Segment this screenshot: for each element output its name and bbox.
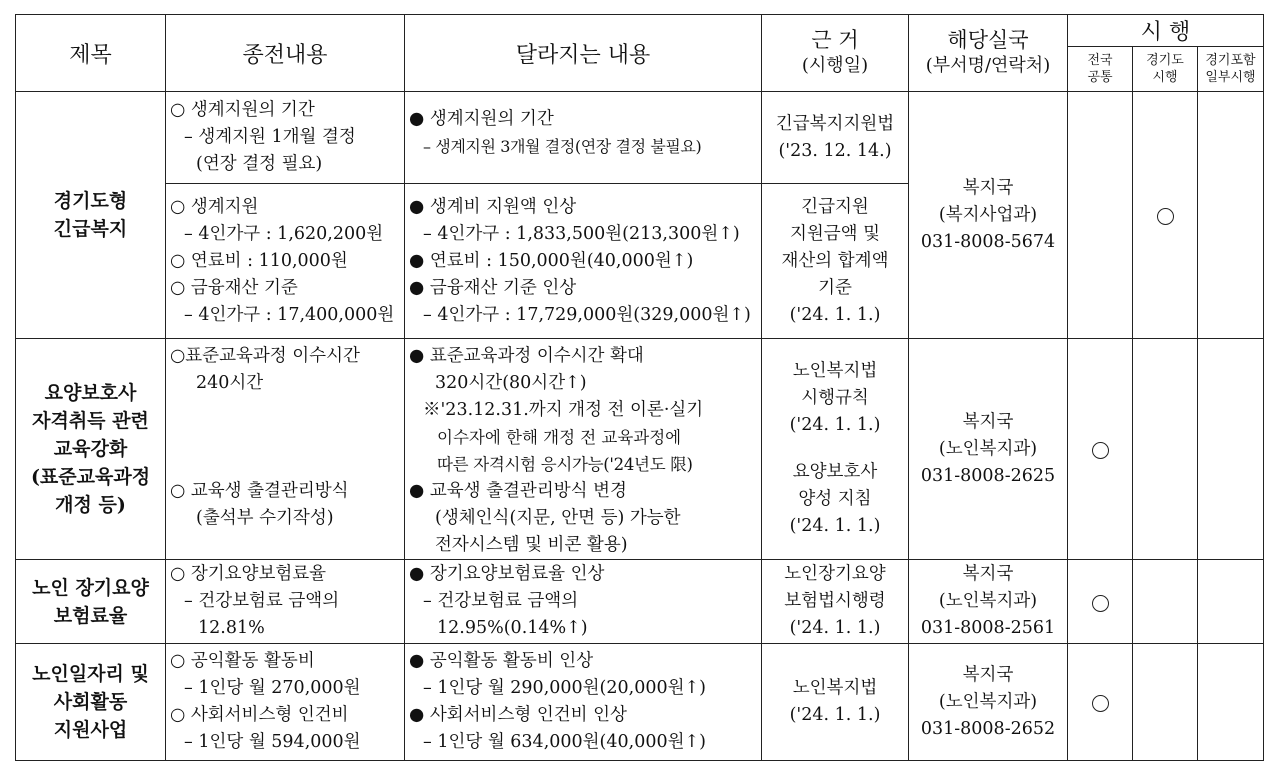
- content-line: ○ 사회서비스형 인건비: [170, 705, 349, 725]
- dept-line: 031-8008-2625: [920, 465, 1056, 486]
- impl-partial-cell: [1198, 644, 1264, 761]
- after-content: [405, 644, 762, 761]
- header-before: [166, 15, 405, 92]
- implementation-mark: [1092, 695, 1109, 712]
- basis-content: [762, 560, 909, 644]
- table-row: [16, 644, 1264, 761]
- content-line: ● 공익활동 활동비 인상: [409, 651, 594, 671]
- after-content: [405, 92, 762, 184]
- content-line: ● 금융재산 기준 인상: [409, 277, 577, 298]
- row-title: [16, 560, 166, 644]
- content-line: – 1인당 월 594,000원: [184, 732, 361, 752]
- basis-line: 보험법시행령: [784, 591, 886, 611]
- content-line: ● 교육생 출결관리방식 변경: [409, 481, 627, 501]
- content-line: ○ 교육생 출결관리방식: [170, 481, 349, 501]
- policy-changes-table: [15, 14, 1264, 761]
- header-basis-line1: 근 거: [811, 28, 859, 52]
- header-impl-nation-line2: 공통: [1087, 70, 1113, 85]
- implementation-mark: [1157, 208, 1174, 225]
- content-line: 이수자에 한해 개정 전 교육과정에: [437, 428, 682, 447]
- content-line: – 4인가구 : 17,400,000원: [184, 304, 395, 325]
- content-line: 따른 자격시험 응시가능('24년도 限): [437, 455, 693, 474]
- basis-line: 양성 지침: [798, 489, 872, 509]
- content-line: ● 사회서비스형 인건비 인상: [409, 705, 627, 725]
- header-after: [405, 15, 762, 92]
- row-title-line: 개정 등): [55, 494, 126, 516]
- header-dept: [909, 15, 1068, 92]
- before-content: [166, 184, 405, 339]
- table-row: [16, 92, 1264, 184]
- content-line: – 생계지원 1개월 결정: [184, 127, 356, 147]
- content-line: 320시간(80시간↑): [435, 373, 587, 393]
- row-title: [16, 92, 166, 339]
- header-implementation: [1068, 15, 1264, 47]
- impl-gyeonggi-cell: [1133, 560, 1198, 644]
- basis-line: 노인복지법: [792, 678, 878, 698]
- impl-nation-cell: [1068, 644, 1133, 761]
- impl-gyeonggi-cell: [1133, 92, 1198, 339]
- dept-line: 복지국: [962, 177, 1014, 198]
- impl-partial-cell: [1198, 92, 1264, 339]
- basis-content: [762, 644, 909, 761]
- dept-content: [909, 92, 1068, 339]
- row-title-line: 사회활동: [53, 691, 128, 713]
- basis-content: [762, 339, 909, 560]
- row-title-line: 보험료율: [53, 604, 128, 627]
- after-content: [405, 339, 762, 560]
- header-impl-gyeonggi: [1133, 47, 1198, 92]
- before-content: [166, 644, 405, 761]
- implementation-mark: [1092, 595, 1109, 612]
- basis-content: [762, 92, 909, 184]
- header-title-text: 제목: [69, 42, 112, 68]
- basis-line: 재산의 합계액: [781, 250, 889, 271]
- basis-line: 기준: [818, 277, 852, 298]
- header-impl-nation: [1068, 47, 1133, 92]
- content-line: – 1인당 월 270,000원: [184, 678, 361, 698]
- row-title-line: 지원사업: [53, 719, 128, 741]
- table-row: [16, 339, 1264, 560]
- basis-line: 노인장기요양: [784, 564, 886, 584]
- table-row: [16, 560, 1264, 644]
- row-title-line: (표준교육과정: [30, 466, 151, 488]
- basis-line: 시행규칙: [801, 388, 869, 408]
- content-line: 240시간: [196, 373, 264, 393]
- row-title-line: 노인일자리 및: [32, 663, 149, 685]
- before-content: [166, 339, 405, 560]
- header-basis: [762, 15, 909, 92]
- header-dept-line2: (부서명/연락처): [925, 55, 1051, 76]
- dept-line: 복지국: [962, 411, 1014, 432]
- header-impl-gyeonggi-line2: 시행: [1152, 70, 1178, 85]
- content-line: ○표준교육과정 이수시간: [170, 346, 360, 366]
- row-title-line: 교육강화: [53, 438, 128, 460]
- after-content: [405, 560, 762, 644]
- header-implementation-text: 시 행: [1140, 20, 1191, 45]
- basis-line: 긴급복지지원법: [775, 113, 895, 134]
- content-line: 12.95%(0.14%↑): [437, 618, 588, 638]
- before-content: [166, 92, 405, 184]
- header-title: [16, 15, 166, 92]
- content-line: – 4인가구 : 17,729,000원(329,000원↑): [423, 304, 751, 325]
- dept-line: 복지국: [962, 664, 1014, 685]
- content-line: ○ 생계지원의 기간: [170, 100, 315, 120]
- row-title: [16, 644, 166, 761]
- content-line: – 건강보험료 금액의: [423, 591, 579, 611]
- content-line: ● 생계비 지원액 인상: [409, 196, 577, 217]
- content-line: – 생계지원 3개월 결정(연장 결정 불필요): [423, 137, 702, 156]
- basis-line: ('24. 1. 1.): [789, 516, 881, 536]
- row-title-line: 긴급복지: [53, 218, 128, 240]
- basis-line: 긴급지원: [801, 196, 869, 217]
- basis-line: ('24. 1. 1.): [789, 705, 881, 725]
- impl-partial-cell: [1198, 339, 1264, 560]
- row-title-line: 노인 장기요양: [32, 576, 149, 599]
- dept-line: 031-8008-2652: [920, 718, 1056, 739]
- content-line: ○ 공익활동 활동비: [170, 651, 315, 671]
- content-line: (생체인식(지문, 안면 등) 가능한: [435, 508, 681, 528]
- row-title-line: 자격취득 관련: [32, 410, 149, 432]
- basis-line: 지원금액 및: [789, 223, 881, 244]
- impl-nation-cell: [1068, 339, 1133, 560]
- before-content: [166, 560, 405, 644]
- after-content: [405, 184, 762, 339]
- content-line: 12.81%: [198, 618, 265, 638]
- impl-gyeonggi-cell: [1133, 644, 1198, 761]
- dept-line: 031-8008-2561: [920, 618, 1056, 638]
- basis-line: 노인복지법: [792, 361, 878, 381]
- dept-content: [909, 560, 1068, 644]
- dept-line: 031-8008-5674: [920, 231, 1056, 252]
- dept-content: [909, 644, 1068, 761]
- content-line: ○ 연료비 : 110,000원: [170, 250, 348, 271]
- content-line: – 4인가구 : 1,620,200원: [184, 223, 384, 244]
- header-impl-nation-line1: 전국: [1087, 53, 1113, 68]
- basis-line: ('24. 1. 1.): [789, 304, 881, 325]
- content-line: ○ 생계지원: [170, 196, 259, 217]
- impl-nation-cell: [1068, 560, 1133, 644]
- row-title-line: 경기도형: [53, 190, 128, 212]
- header-dept-line1: 해당실국: [947, 28, 1029, 52]
- dept-content: [909, 339, 1068, 560]
- header-basis-line2: (시행일): [801, 55, 869, 76]
- content-line: – 1인당 월 290,000원(20,000원↑): [423, 678, 707, 698]
- content-line: (출석부 수기작성): [196, 508, 334, 528]
- content-line: ● 연료비 : 150,000원(40,000원↑): [409, 250, 694, 271]
- content-line: ○ 금융재산 기준: [170, 277, 298, 298]
- basis-content: [762, 184, 909, 339]
- dept-line: (노인복지과): [938, 591, 1038, 611]
- header-after-text: 달라지는 내용: [515, 42, 651, 68]
- dept-line: (노인복지과): [938, 691, 1038, 712]
- dept-line: (복지사업과): [938, 204, 1038, 225]
- content-line: (연장 결정 필요): [196, 154, 323, 174]
- impl-partial-cell: [1198, 560, 1264, 644]
- dept-line: 복지국: [962, 564, 1014, 584]
- row-title-line: 요양보호사: [44, 382, 137, 404]
- header-impl-partial-line1: 경기포함: [1205, 53, 1256, 68]
- header-impl-partial-line2: 일부시행: [1205, 70, 1256, 85]
- content-line: ○ 장기요양보험료율: [170, 564, 327, 584]
- basis-line: ('23. 12. 14.): [778, 140, 892, 161]
- content-line: ● 장기요양보험료율 인상: [409, 564, 605, 584]
- content-line: – 건강보험료 금액의: [184, 591, 340, 611]
- dept-line: (노인복지과): [938, 438, 1038, 459]
- header-before-text: 종전내용: [242, 42, 328, 68]
- impl-gyeonggi-cell: [1133, 339, 1198, 560]
- content-line: 전자시스템 및 비콘 활용): [435, 535, 628, 555]
- header-impl-partial: [1198, 47, 1264, 92]
- content-line: – 4인가구 : 1,833,500원(213,300원↑): [423, 223, 740, 244]
- basis-line: 요양보호사: [792, 462, 878, 482]
- content-line: ※'23.12.31.까지 개정 전 이론·실기: [423, 400, 704, 420]
- basis-line: ('24. 1. 1.): [789, 415, 881, 435]
- content-line: – 1인당 월 634,000원(40,000원↑): [423, 732, 707, 752]
- content-line: ● 표준교육과정 이수시간 확대: [409, 346, 644, 366]
- basis-line: ('24. 1. 1.): [789, 618, 881, 638]
- impl-nation-cell: [1068, 92, 1133, 339]
- implementation-mark: [1092, 442, 1109, 459]
- row-title: [16, 339, 166, 560]
- header-impl-gyeonggi-line1: 경기도: [1146, 53, 1184, 68]
- content-line: ● 생계지원의 기간: [409, 109, 554, 129]
